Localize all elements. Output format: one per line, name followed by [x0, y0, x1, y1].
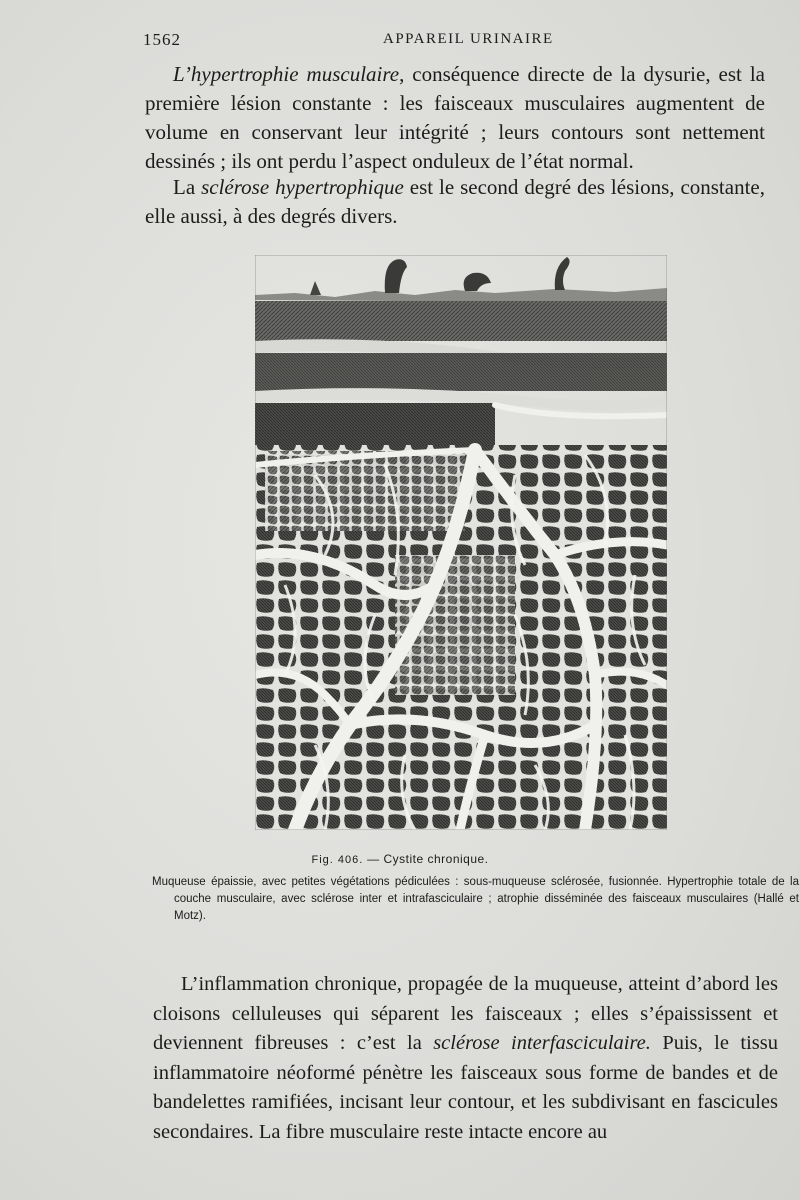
paragraph2-intro: La — [173, 175, 202, 199]
figure-separator: — — [367, 852, 380, 866]
page-number: 1562 — [143, 30, 181, 49]
paragraph-muscular-hypertrophy — [145, 60, 765, 176]
page-header — [143, 30, 760, 52]
figure-label — [0, 852, 800, 866]
paragraph2-text: est le second degré des lésions, constante, elle aussi, à des degrés divers. — [145, 175, 765, 228]
figure-number: Fig. 406. — [311, 854, 364, 866]
paragraph-hypertrophic-sclerosis — [145, 173, 765, 231]
histology-engraving-image — [255, 255, 667, 830]
paragraph3-text: Puis, le tissu inflammatoire néoformé pénètre les faisceaux sous forme de bandes et de bandelettes ramifiées, incisant leur contour, et les subdivisant en fascicules secondaires. La fibre musculaire reste intacte encore au — [153, 1032, 778, 1143]
histology-engraving — [255, 255, 667, 830]
figure-title: Cystite chronique. — [383, 852, 489, 866]
term-hypertrophic-sclerosis: sclérose hypertrophique — [201, 175, 404, 199]
paragraph-chronic-inflammation — [153, 970, 778, 1147]
figure-caption: Muqueuse épaissie, avec petites végétations pédiculées : sous-muqueuse sclérosée, fusionnée. Hypertrophie totale de la couche musculaire, avec sclérose inter et intrafasciculaire ; atrophie disséminée des faisceaux musculaires (Hallé et Motz). — [152, 876, 799, 922]
running-title: APPAREIL URINAIRE — [383, 31, 554, 47]
paragraph3-intro: L’inflammation chronique, propagée de la muqueuse, atteint d’abord les cloisons celluleuses qui séparent les faisceaux ; elles s’épaississent et deviennent fibreuses : c’est la — [153, 973, 778, 1054]
term-muscular-hypertrophy: L’hypertrophie musculaire — [173, 62, 400, 86]
term-interfascicular-sclerosis: sclérose interfasciculaire. — [433, 1032, 651, 1054]
paragraph1-text: , conséquence directe de la dysurie, est la première lésion constante : les faisceaux musculaires augmentent de volume en conservant leur intégrité ; leurs contours sont nettement dessinés ; ils ont perdu l’aspect onduleux de l’état normal. — [145, 62, 765, 173]
